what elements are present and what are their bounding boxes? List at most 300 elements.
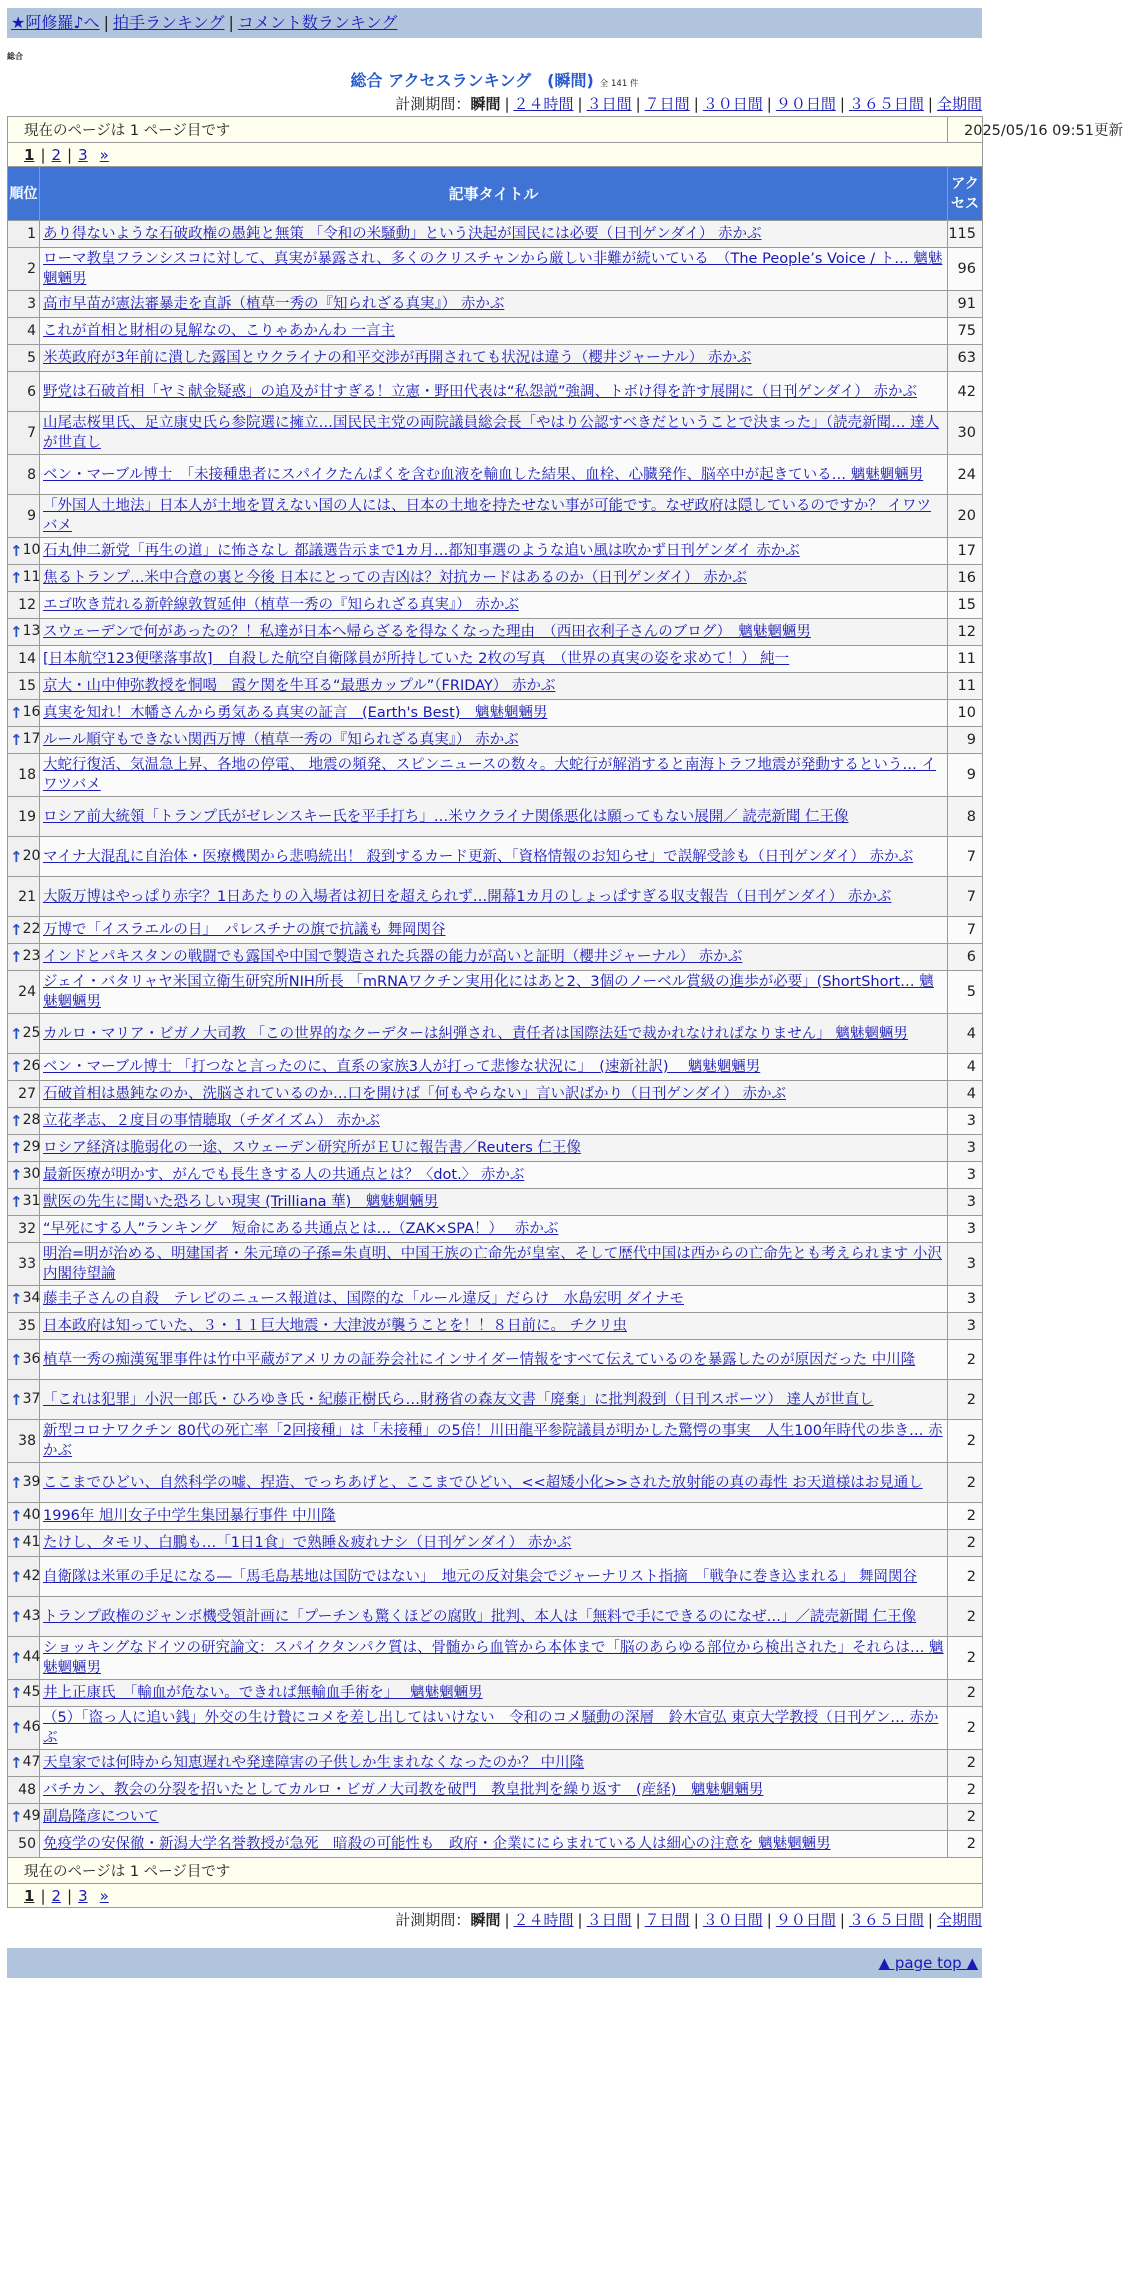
article-link[interactable]: 米英政府が3年前に潰した露国とウクライナの和平交渉が再開されても状況は違う（櫻井ジャーナル） 赤かぶ (43, 350, 752, 366)
rank-number: 19 (18, 808, 36, 825)
title-cell (40, 971, 948, 1014)
table-row (8, 1637, 983, 1680)
rank-number: 44 (22, 1649, 41, 1665)
rank-cell (8, 700, 40, 727)
rank-cell (8, 877, 40, 917)
rank-number: 21 (18, 888, 36, 905)
rank-cell (8, 754, 40, 797)
article-link[interactable]: 獣医の先生に聞いた恐ろしい現実 (Trilliana 華) 魑魅魍魎男 (43, 1194, 439, 1210)
article-link[interactable]: インドとパキスタンの戦闘でも露国や中国で製造された兵器の能力が高いと証明（櫻井ジャーナル） 赤かぶ (43, 949, 743, 965)
article-link[interactable]: 天皇家では何時から知恵遅れや発達障害の子供しか生まれなくなったのか？ 中川隆 (43, 1755, 585, 1771)
rank-number: 8 (27, 466, 36, 483)
article-link[interactable]: 大蛇行復活、気温急上昇、各地の停電、 地震の頻発、スピンニュースの数々。大蛇行が解消すると南海トラフ地震が発動するという… イワツバメ (43, 757, 936, 793)
rank-cell (8, 1108, 40, 1135)
arrow-up-icon: ↑ (10, 1024, 23, 1043)
arrow-up-icon: ↑ (10, 1534, 23, 1552)
rank-cell (8, 1286, 40, 1313)
article-link[interactable]: スウェーデンで何があったの？！私達が日本へ帰らざるを得なくなった理由 （西田衣利子さんのブログ） 魑魅魍魎男 (43, 624, 811, 640)
table-row (8, 1503, 983, 1530)
period-link[interactable]: ２４時間 (513, 95, 574, 113)
access-count: 15 (948, 592, 983, 619)
title-cell (40, 917, 948, 944)
article-link[interactable]: ショッキングなドイツの研究論文：スパイクタンパク質は、骨髄から血管から本体まで「脳のあらゆる部位から検出された」それらは… 魑魅魍魎男 (43, 1640, 944, 1676)
rank-cell (8, 345, 40, 372)
access-count: 12 (948, 619, 983, 646)
table-row (8, 1014, 983, 1054)
rank-cell (8, 1503, 40, 1530)
period-link[interactable]: ３０日間 (702, 1911, 763, 1929)
title-cell (40, 1243, 948, 1286)
access-count: 3 (948, 1162, 983, 1189)
rank-number: 18 (18, 767, 36, 783)
article-link[interactable]: 新型コロナワクチン 80代の死亡率「2回接種」は「未接種」の5倍！川田龍平参院議員が明かした驚愕の事実 人生100年時代の歩き… 赤かぶ (43, 1423, 943, 1459)
table-row (8, 1243, 983, 1286)
access-count: 20 (948, 495, 983, 538)
article-link[interactable]: 立花孝志、２度目の事情聴取（チダイズム） 赤かぶ (43, 1113, 380, 1129)
rank-number: 16 (22, 704, 41, 720)
table-row (8, 754, 983, 797)
title-cell (40, 318, 948, 345)
rank-number: 43 (22, 1607, 41, 1624)
category-label: 総合 (7, 52, 23, 61)
rank-number: 20 (22, 847, 41, 864)
rank-number: 32 (18, 1221, 36, 1237)
footer-bar (7, 1948, 982, 1978)
table-row (8, 1530, 983, 1557)
rank-cell (8, 1420, 40, 1463)
title-cell (40, 1530, 948, 1557)
title-cell (40, 1135, 948, 1162)
arrow-up-icon: ↑ (10, 1290, 23, 1308)
table-row (8, 646, 983, 673)
access-count: 16 (948, 565, 983, 592)
article-link[interactable]: 高市早苗が憲法審暴走を直訴（植草一秀の『知られざる真実』） 赤かぶ (43, 296, 505, 312)
table-row (8, 944, 983, 971)
table-row (8, 372, 983, 412)
article-link[interactable]: これが首相と財相の見解なの、こりゃあかんわ 一言主 (43, 323, 396, 339)
title-cell (40, 221, 948, 248)
access-count: 6 (948, 944, 983, 971)
comment-ranking-link[interactable]: コメント数ランキング (237, 13, 398, 32)
access-count: 9 (948, 754, 983, 797)
access-count: 2 (948, 1597, 983, 1637)
title-cell (40, 944, 948, 971)
arrow-up-icon: ↑ (10, 921, 23, 939)
rank-number: 5 (27, 350, 36, 366)
title-cell (40, 1380, 948, 1420)
rank-cell (8, 1530, 40, 1557)
period-link[interactable]: ７日間 (644, 95, 690, 113)
rank-number: 36 (22, 1350, 41, 1367)
table-row (8, 248, 983, 291)
rank-cell (8, 797, 40, 837)
period-link[interactable]: ２４時間 (513, 1911, 574, 1929)
table-row (8, 877, 983, 917)
table-row (8, 412, 983, 455)
title-cell (40, 1831, 948, 1858)
table-row (8, 1777, 983, 1804)
title-cell (40, 1637, 948, 1680)
title-cell (40, 1189, 948, 1216)
article-link[interactable]: カルロ・マリア・ビガノ大司教 「この世界的なクーデターは糾弾され、責任者は国際法廷で裁かれなければなりません」 魑魅魍魎男 (43, 1025, 908, 1042)
access-count: 2 (948, 1380, 983, 1420)
access-count: 91 (948, 291, 983, 318)
article-link[interactable]: [日本航空123便墜落事故] 自殺した航空自衛隊員が所持していた 2枚の写真 （世界の真実の姿を求めて！） 純一 (43, 651, 790, 667)
arrow-up-icon: ↑ (10, 1684, 23, 1702)
table-row (8, 538, 983, 565)
title-cell (40, 1557, 948, 1597)
rank-cell (8, 1135, 40, 1162)
table-row (8, 619, 983, 646)
rank-cell (8, 1831, 40, 1858)
period-selector-bottom: 計測期間：瞬間 | ２４時間 | ３日間 | ７日間 | ３０日間 | ９０日間 | ３６５日間 | 全期間 (395, 1911, 982, 1929)
ranking-table (7, 116, 1123, 1908)
title-cell (40, 1680, 948, 1707)
table-row (8, 592, 983, 619)
rank-number: 9 (27, 508, 36, 524)
article-link[interactable]: ベン・マーブル博士 「打つなと言ったのに、直系の家族3人が打って悲惨な状況に」 (速新社訳) 魑魅魍魎男 (43, 1059, 761, 1075)
pager-top: 1 | 2 | 3 » (8, 143, 983, 167)
table-row (8, 1597, 983, 1637)
article-link[interactable]: 免疫学の安保徹・新潟大学名誉教授が急死 暗殺の可能性も 政府・企業ににらまれている人は細心の注意を 魑魅魍魎男 (43, 1836, 831, 1852)
rank-cell (8, 412, 40, 455)
title-cell (40, 345, 948, 372)
pager-current: 1 (24, 145, 35, 164)
access-count: 2 (948, 1637, 983, 1680)
access-count: 75 (948, 318, 983, 345)
access-count: 8 (948, 797, 983, 837)
article-link[interactable]: たけし、タモリ、白鵬も…「1日1食」で熟睡＆疲れナシ（日刊ゲンダイ） 赤かぶ (43, 1535, 572, 1551)
rank-cell (8, 1463, 40, 1503)
period-label: 計測期間： (395, 1911, 471, 1929)
title-cell (40, 1081, 948, 1108)
article-link[interactable]: トランプ政権のジャンボ機受領計画に「プーチンも驚くほどの腐敗」批判、本人は「無料で手にできるのになぜ…」／読売新聞 仁王像 (43, 1608, 917, 1625)
article-link[interactable]: 万博で「イスラエルの日」 パレスチナの旗で抗議も 舞岡関谷 (43, 922, 446, 938)
title-cell (40, 1340, 948, 1380)
table-row (8, 1831, 983, 1858)
rank-cell (8, 971, 40, 1014)
pager-next[interactable]: » (99, 145, 109, 164)
access-count: 2 (948, 1340, 983, 1380)
period-link[interactable]: ３０日間 (702, 95, 763, 113)
table-row (8, 837, 983, 877)
access-count: 42 (948, 372, 983, 412)
rank-cell (8, 1216, 40, 1243)
article-link[interactable]: 1996年 旭川女子中学生集団暴行事件 中川隆 (43, 1508, 336, 1524)
title-cell (40, 754, 948, 797)
access-count: 2 (948, 1750, 983, 1777)
rank-cell (8, 917, 40, 944)
table-row (8, 565, 983, 592)
access-count: 3 (948, 1286, 983, 1313)
table-row (8, 345, 983, 372)
title-cell (40, 619, 948, 646)
article-link[interactable]: 焦るトランプ…米中合意の裏と今後 日本にとっての吉凶は？対抗カードはあるのか（日刊ゲンダイ） 赤かぶ (43, 570, 747, 586)
rank-cell (8, 565, 40, 592)
rank-number: 38 (18, 1433, 36, 1449)
access-header: アクセス (948, 167, 983, 221)
access-count: 7 (948, 917, 983, 944)
table-row (8, 1463, 983, 1503)
article-link[interactable]: ジェイ・バタリャヤ米国立衛生研究所NIH所長 「mRNAワクチン実用化にはあと2、3個のノーベル賞級の進歩が必要」(ShortShort… 魑魅魍魎男 (43, 974, 934, 1010)
access-count: 63 (948, 345, 983, 372)
pager-link[interactable]: 2 (51, 145, 62, 164)
article-link[interactable]: バチカン、教会の分裂を招いたとしてカルロ・ビガノ大司教を破門 教皇批判を繰り返す (産経) 魑魅魍魎男 (43, 1782, 764, 1798)
arrow-up-icon: ↑ (10, 948, 23, 966)
access-count: 30 (948, 412, 983, 455)
arrow-up-icon: ↑ (10, 1193, 23, 1211)
arrow-up-icon: ↑ (10, 569, 23, 587)
info-bar-bottom (8, 1858, 983, 1884)
arrow-up-icon: ↑ (10, 1058, 23, 1076)
article-link[interactable]: 大阪万博はやっぱり赤字？1日あたりの入場者は初日を超えられず…開幕1カ月のしょっぱすぎる収支報告（日刊ゲンダイ） 赤かぶ (43, 888, 892, 905)
table-row (8, 495, 983, 538)
access-count: 2 (948, 1707, 983, 1750)
title-cell (40, 565, 948, 592)
arrow-up-icon: ↑ (10, 1139, 23, 1157)
table-row (8, 318, 983, 345)
arrow-up-icon: ↑ (10, 847, 23, 866)
arrow-up-icon: ↑ (10, 1808, 23, 1826)
total-count: 全 141 件 (599, 79, 639, 89)
article-link[interactable]: 自衛隊は米軍の手足になる―「馬毛島基地は国防ではない」 地元の反対集会でジャーナリスト指摘 「戦争に巻き込まれる」 舞岡関谷 (43, 1568, 918, 1585)
rank-cell (8, 1777, 40, 1804)
article-link[interactable]: マイナ大混乱に自治体・医療機関から悲鳴続出！ 殺到するカード更新、「資格情報のお知らせ」で誤解受診も（日刊ゲンダイ） 赤かぶ (43, 848, 914, 865)
article-link[interactable]: エゴ吹き荒れる新幹線敦賀延伸（植草一秀の『知られざる真実』） 赤かぶ (43, 597, 519, 613)
rank-number: 7 (27, 425, 36, 441)
access-count: 17 (948, 538, 983, 565)
title-cell (40, 1777, 948, 1804)
title-cell (40, 1162, 948, 1189)
access-count: 9 (948, 727, 983, 754)
access-count: 2 (948, 1831, 983, 1858)
arrow-up-icon: ↑ (10, 1473, 23, 1492)
title-cell (40, 1108, 948, 1135)
access-count: 2 (948, 1420, 983, 1463)
page-indicator-bottom: 現在のページは 1 ページ目です (8, 1858, 983, 1884)
article-link[interactable]: ロシア経済は脆弱化の一途、スウェーデン研究所がＥＵに報告書／Reuters 仁王像 (43, 1140, 581, 1156)
rank-number: 24 (18, 984, 36, 1000)
article-link[interactable]: 野党は石破首相「ヤミ献金疑惑」の追及が甘すぎる！立憲・野田代表は“私怨説”強調、トボけ得を許す展開に（日刊ゲンダイ） 赤かぶ (43, 383, 917, 400)
pager-link[interactable]: 3 (78, 145, 88, 164)
article-link[interactable]: 石破首相は愚鈍なのか、洗脳されているのか…口を開けば「何もやらない」言い訳ばかり（日刊ゲンダイ） 赤かぶ (43, 1086, 786, 1102)
rank-number: 39 (22, 1473, 41, 1490)
rank-cell (8, 727, 40, 754)
article-link[interactable]: 「これは犯罪」小沢一郎氏・ひろゆき氏・紀藤正樹氏ら…財務省の森友文書「廃棄」に批判殺到（日刊スポーツ） 達人が世直し (43, 1391, 874, 1408)
heading (7, 70, 982, 92)
title-cell (40, 592, 948, 619)
rank-number: 17 (22, 731, 41, 747)
article-link[interactable]: 京大・山中伸弥教授を恫喝 霞ケ関を牛耳る“最悪カップル”（FRIDAY） 赤かぶ (43, 678, 556, 694)
article-link[interactable]: 最新医療が明かす、がんでも長生きする人の共通点とは？〈dot.〉 赤かぶ (43, 1167, 525, 1183)
title-cell (40, 727, 948, 754)
access-count: 2 (948, 1680, 983, 1707)
rank-cell (8, 1680, 40, 1707)
rank-number: 42 (22, 1567, 41, 1584)
article-link[interactable]: 山尾志桜里氏、足立康史氏ら参院選に擁立…国民民主党の両院議員総会長「やはり公認すべきだということで決まった」（読売新聞… 達人が世直し (43, 415, 940, 451)
pager-link[interactable]: 3 (78, 1886, 88, 1905)
article-link[interactable]: 明治=明が治める、明建国者・朱元璋の子孫=朱貞明、中国王族の亡命先が皇室、そして歴代中国は西からの亡命先とも考えられます 小沢内閣待望論 (43, 1246, 942, 1282)
period-selector-top: 計測期間：瞬間 | ２４時間 | ３日間 | ７日間 | ３０日間 | ９０日間 | ３６５日間 | 全期間 (395, 95, 982, 113)
arrow-up-icon: ↑ (10, 1754, 23, 1772)
rank-cell (8, 1380, 40, 1420)
period-link[interactable]: ９０日間 (775, 1911, 836, 1929)
arrow-up-icon: ↑ (10, 1112, 23, 1130)
article-link[interactable]: “早死にする人”ランキング 短命にある共通点とは…（ZAK×SPA！） 赤かぶ (43, 1221, 559, 1237)
home-link[interactable]: ★阿修羅♪へ (11, 13, 100, 32)
access-count: 2 (948, 1530, 983, 1557)
period-link[interactable]: 全期間 (936, 1911, 982, 1929)
rank-cell (8, 221, 40, 248)
page-top-link[interactable]: ▲ page top ▲ (878, 1954, 978, 1972)
rank-number: 6 (27, 383, 36, 400)
arrow-up-icon: ↑ (10, 1567, 23, 1586)
rank-number: 14 (18, 651, 36, 667)
article-link[interactable]: 副島隆彦について (43, 1809, 159, 1825)
access-count: 2 (948, 1557, 983, 1597)
rank-number: 13 (22, 623, 41, 639)
arrow-up-icon: ↑ (10, 542, 23, 560)
title-cell (40, 1750, 948, 1777)
arrow-up-icon: ↑ (10, 1507, 23, 1525)
access-count: 115 (948, 221, 983, 248)
article-link[interactable]: 日本政府は知っていた、３・１１巨大地震・大津波が襲うことを！！８日前に。 チクリ虫 (43, 1318, 628, 1334)
title-cell (40, 700, 948, 727)
pager-link[interactable]: 2 (51, 1886, 62, 1905)
period-link[interactable]: ３６５日間 (848, 95, 924, 113)
title-cell (40, 495, 948, 538)
table-row (8, 455, 983, 495)
article-link[interactable]: 井上正康氏 「輸血が危ない。できれば無輸血手術を」 魑魅魍魎男 (43, 1685, 483, 1701)
article-link[interactable]: 藤圭子さんの自殺 テレビのニュース報道は、国際的な「ルール違反」だらけ 水島宏明 ダイナモ (43, 1291, 685, 1307)
title-cell (40, 797, 948, 837)
rank-cell (8, 646, 40, 673)
rank-number: 45 (22, 1684, 41, 1700)
access-count: 4 (948, 1081, 983, 1108)
table-row (8, 700, 983, 727)
title-cell (40, 877, 948, 917)
title-cell (40, 1707, 948, 1750)
table-row (8, 1081, 983, 1108)
arrow-up-icon: ↑ (10, 1719, 23, 1737)
rank-number: 15 (18, 678, 36, 694)
rank-cell (8, 619, 40, 646)
title-cell (40, 1054, 948, 1081)
article-link[interactable]: ルール順守もできない関西万博（植草一秀の『知られざる真実』） 赤かぶ (43, 732, 519, 748)
rank-number: 40 (22, 1507, 41, 1523)
article-link[interactable]: 植草一秀の痴漢冤罪事件は竹中平蔵がアメリカの証券会社にインサイダー情報をすべて伝えているのを暴露したのが原因だった 中川隆 (43, 1351, 916, 1368)
table-row (8, 1189, 983, 1216)
rank-number: 25 (22, 1024, 41, 1041)
rank-cell (8, 248, 40, 291)
table-row (8, 1135, 983, 1162)
table-row (8, 1216, 983, 1243)
rank-number: 35 (18, 1318, 36, 1334)
title-cell (40, 673, 948, 700)
period-link[interactable]: 全期間 (936, 95, 982, 113)
article-link[interactable]: ここまでひどい、自然科学の嘘、捏造、でっちあげと、ここまでひどい、<<超矮小化>>された放射能の真の毒性 お天道様はお見通し (43, 1474, 923, 1491)
rank-number: 50 (18, 1836, 36, 1852)
rank-cell (8, 1014, 40, 1054)
table-row (8, 291, 983, 318)
article-link[interactable]: あり得ないような石破政権の愚鈍と無策 「令和の米騒動」という決起が国民には必要（日刊ゲンダイ） 赤かぶ (43, 226, 762, 242)
access-count: 10 (948, 700, 983, 727)
access-count: 11 (948, 646, 983, 673)
access-count: 3 (948, 1189, 983, 1216)
title-cell (40, 1286, 948, 1313)
access-count: 2 (948, 1804, 983, 1831)
rank-number: 23 (22, 948, 41, 964)
period-link[interactable]: ３日間 (586, 95, 632, 113)
rank-number: 4 (27, 323, 36, 339)
rank-cell (8, 372, 40, 412)
rank-cell (8, 837, 40, 877)
pager-bottom: 1 | 2 | 3 » (8, 1884, 983, 1908)
article-link[interactable]: 「外国人土地法」日本人が土地を買えない国の人には、日本の土地を持たせない事が可能です。なぜ政府は隠しているのですか？ イワツバメ (43, 498, 931, 534)
rank-number: 22 (22, 921, 41, 937)
article-link[interactable]: ベン・マーブル博士 「未接種患者にスパイクたんぱくを含む血液を輸血した結果、血栓、心臓発作、脳卒中が起きている… 魑魅魍魎男 (43, 466, 924, 483)
rank-number: 27 (18, 1086, 36, 1102)
access-count: 2 (948, 1777, 983, 1804)
title-cell (40, 291, 948, 318)
access-count: 3 (948, 1216, 983, 1243)
article-link[interactable]: ローマ教皇フランシスコに対して、真実が暴露され、多くのクリスチャンから厳しい非難が続いている （The People’s Voice / ト… 魑魅魍魎男 (43, 251, 943, 287)
period-link[interactable]: ９０日間 (775, 95, 836, 113)
title-cell (40, 372, 948, 412)
rank-cell (8, 1313, 40, 1340)
arrow-up-icon: ↑ (10, 1390, 23, 1409)
clap-ranking-link[interactable]: 拍手ランキング (112, 13, 225, 32)
article-link[interactable]: （5）「盗っ人に追い銭」外交の生け贄にコメを差し出してはいけない 令和のコメ騒動の深層 鈴木宣弘 東京大学教授（日刊ゲン… 赤かぶ (43, 1710, 939, 1746)
rank-number: 3 (27, 296, 36, 312)
title-cell (40, 538, 948, 565)
period-link[interactable]: ７日間 (644, 1911, 690, 1929)
rank-cell (8, 318, 40, 345)
pager-next[interactable]: » (99, 1886, 109, 1905)
table-row (8, 1707, 983, 1750)
arrow-up-icon: ↑ (10, 1607, 23, 1626)
access-count: 3 (948, 1243, 983, 1286)
rank-cell (8, 1750, 40, 1777)
title-cell (40, 646, 948, 673)
title-cell (40, 1597, 948, 1637)
title-cell (40, 1420, 948, 1463)
period-label: 計測期間： (395, 95, 471, 113)
rank-cell (8, 455, 40, 495)
table-row (8, 917, 983, 944)
period-link[interactable]: ３６５日間 (848, 1911, 924, 1929)
table-row (8, 1557, 983, 1597)
rank-cell (8, 291, 40, 318)
access-count: 3 (948, 1135, 983, 1162)
table-row (8, 797, 983, 837)
rank-number: 26 (22, 1058, 41, 1074)
article-link[interactable]: 石丸伸二新党「再生の道」に怖さなし 都議選告示まで1カ月…都知事選のような追い風は吹かず日刊ゲンダイ 赤かぶ (43, 543, 800, 559)
article-link[interactable]: ロシア前大統領「トランプ氏がゼレンスキー氏を平手打ち」…米ウクライナ関係悪化は願ってもない展開／ 読売新聞 仁王像 (43, 808, 849, 825)
rank-number: 12 (18, 597, 36, 613)
article-link[interactable]: 真実を知れ！木幡さんから勇気ある真実の証言 (Earth's Best) 魑魅魍魎男 (43, 705, 548, 721)
rank-cell (8, 1557, 40, 1597)
rank-cell (8, 1243, 40, 1286)
period-link[interactable]: ３日間 (586, 1911, 632, 1929)
rank-number: 34 (22, 1290, 41, 1306)
access-count: 2 (948, 1463, 983, 1503)
access-count: 7 (948, 877, 983, 917)
rank-number: 2 (27, 261, 36, 277)
rank-number: 30 (22, 1166, 41, 1182)
title-header: 記事タイトル (40, 167, 948, 221)
access-count: 11 (948, 673, 983, 700)
